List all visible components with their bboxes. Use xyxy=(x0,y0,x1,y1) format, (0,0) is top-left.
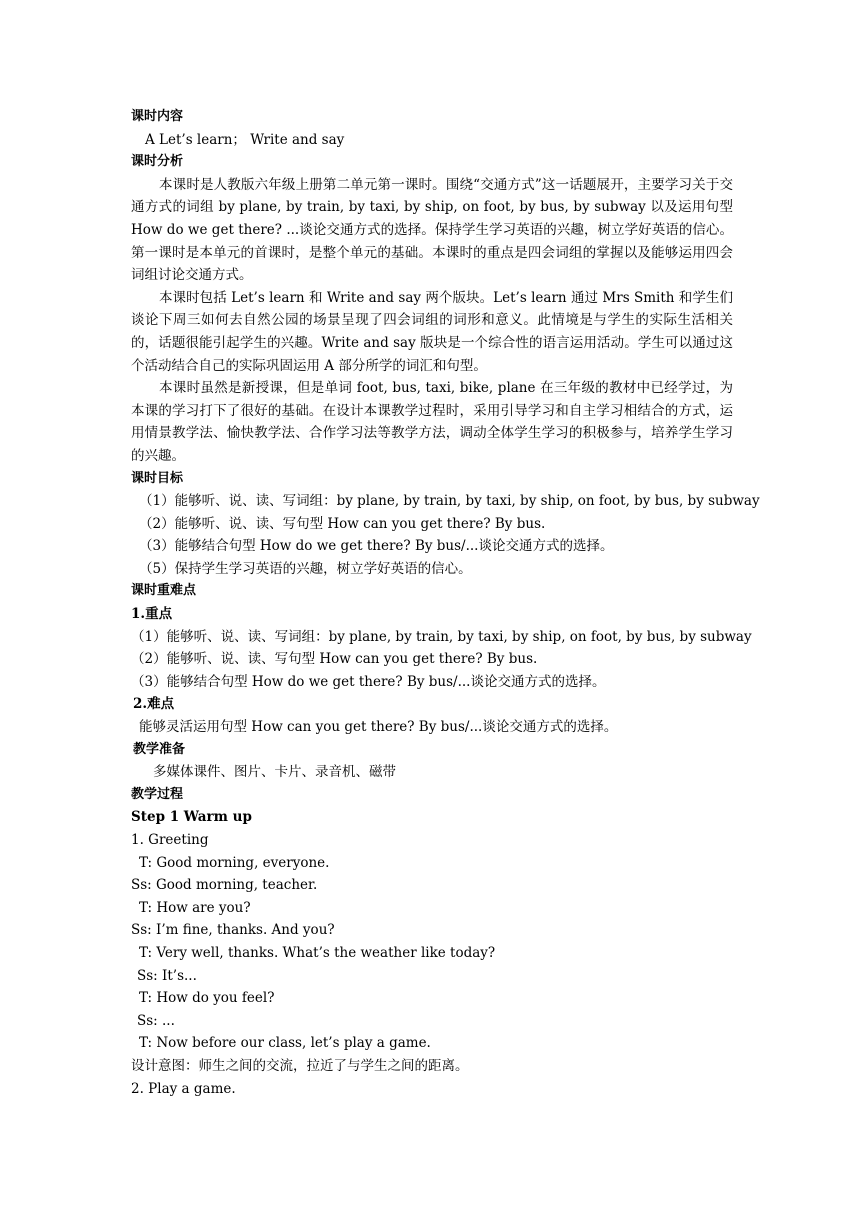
goal-item: （5）保持学生学习英语的兴趣，树立学好英语的信心。 xyxy=(139,560,472,577)
dialogue-line: T: Very well, thanks. What’s the weather like today? xyxy=(139,944,496,961)
dialogue-line: Ss: I’m fine, thanks. And you? xyxy=(131,922,335,939)
step-heading: Step 1 Warm up xyxy=(131,809,252,826)
dialogue-line: Ss: It’s... xyxy=(137,967,197,984)
key-point-item: （1）能够听、说、读、写词组：by plane, by train, by taxi, by ship, on foot, by bus, by subway xyxy=(131,628,752,645)
dialogue-line: Ss: ... xyxy=(137,1012,175,1029)
key-subheading-2: 2.难点 xyxy=(133,696,175,713)
difficulty-line: 能够灵活运用句型 How can you get there? By bus/...谈论交通方式的选择。 xyxy=(139,719,618,736)
dialogue-line: T: Now before our class, let’s play a game. xyxy=(139,1035,431,1052)
prep-line: 多媒体课件、图片、卡片、录音机、磁带 xyxy=(153,764,396,781)
goal-item: （3）能够结合句型 How do we get there? By bus/...谈论交通方式的选择。 xyxy=(139,538,614,555)
play-game-heading: 2. Play a game. xyxy=(131,1080,236,1097)
key-point-item: （3）能够结合句型 How do we get there? By bus/...谈论交通方式的选择。 xyxy=(131,673,606,690)
key-subheading-1: 1.重点 xyxy=(131,606,173,623)
document-page xyxy=(131,106,760,1100)
dialogue-line: T: Good morning, everyone. xyxy=(139,854,330,871)
goal-item: （1）能够听、说、读、写词组：by plane, by train, by taxi, by ship, on foot, by bus, by subway xyxy=(139,493,760,510)
greeting-heading: 1. Greeting xyxy=(131,832,209,848)
prep-heading: 教学准备 xyxy=(133,741,186,757)
content-line: A Let’s learn； Write and say xyxy=(145,131,345,148)
dialogue-line: T: How do you feel? xyxy=(139,990,275,1007)
analysis-paragraph-2: 本课时包括 Let’s learn 和 Write and say 两个版块。Let’s learn 通过 Mrs Smith 和学生们谈论下周三如何去自然公园的场景呈现了四会词组的词形和意义。此情境是与学生的实际生活相关的，话题很能引起学生的兴趣。Write and say 版块是一个综合性的语言运用活动。学生可以通过这个活动结合自己的实际巩固运用 A 部分所学的词汇和句型。 xyxy=(131,289,733,374)
dialogue-line: T: How are you? xyxy=(139,899,251,916)
key-heading: 课时重难点 xyxy=(131,583,197,599)
dialogue-line: Ss: Good morning, teacher. xyxy=(131,877,318,894)
process-heading: 教学过程 xyxy=(131,786,184,802)
goals-heading: 课时目标 xyxy=(131,470,184,486)
analysis-heading: 课时分析 xyxy=(131,154,184,170)
analysis-paragraph-1: 本课时是人教版六年级上册第二单元第一课时。围绕“交通方式”这一话题展开，主要学习关于交通方式的词组 by plane, by train, by taxi, by ship, on foot, by bus, by subway 以及运用句型 How do we get there? ...谈论交通方式的选择。保持学生学习英语的兴趣，树立学好英语的信心。第一课时是本单元的首课时，是整个单元的基础。本课时的重点是四会词组的掌握以及能够运用四会词组讨论交通方式。 xyxy=(131,176,733,284)
key-point-item: （2）能够听、说、读、写句型 How can you get there? By bus. xyxy=(131,651,538,668)
analysis-paragraph-3: 本课时虽然是新授课，但是单词 foot, bus, taxi, bike, plane 在三年级的教材中已经学过，为本课的学习打下了很好的基础。在设计本课教学过程时，采用引导学习和自主学习相结合的方式，运用情景教学法、愉快教学法、合作学习法等教学方法，调动全体学生学习的积极参与，培养学生学习的兴趣。 xyxy=(131,380,733,464)
design-intent: 设计意图：师生之间的交流，拉近了与学生之间的距离。 xyxy=(131,1057,469,1074)
goal-item: （2）能够听、说、读、写句型 How can you get there? By bus. xyxy=(139,515,546,532)
content-heading: 课时内容 xyxy=(131,109,184,124)
